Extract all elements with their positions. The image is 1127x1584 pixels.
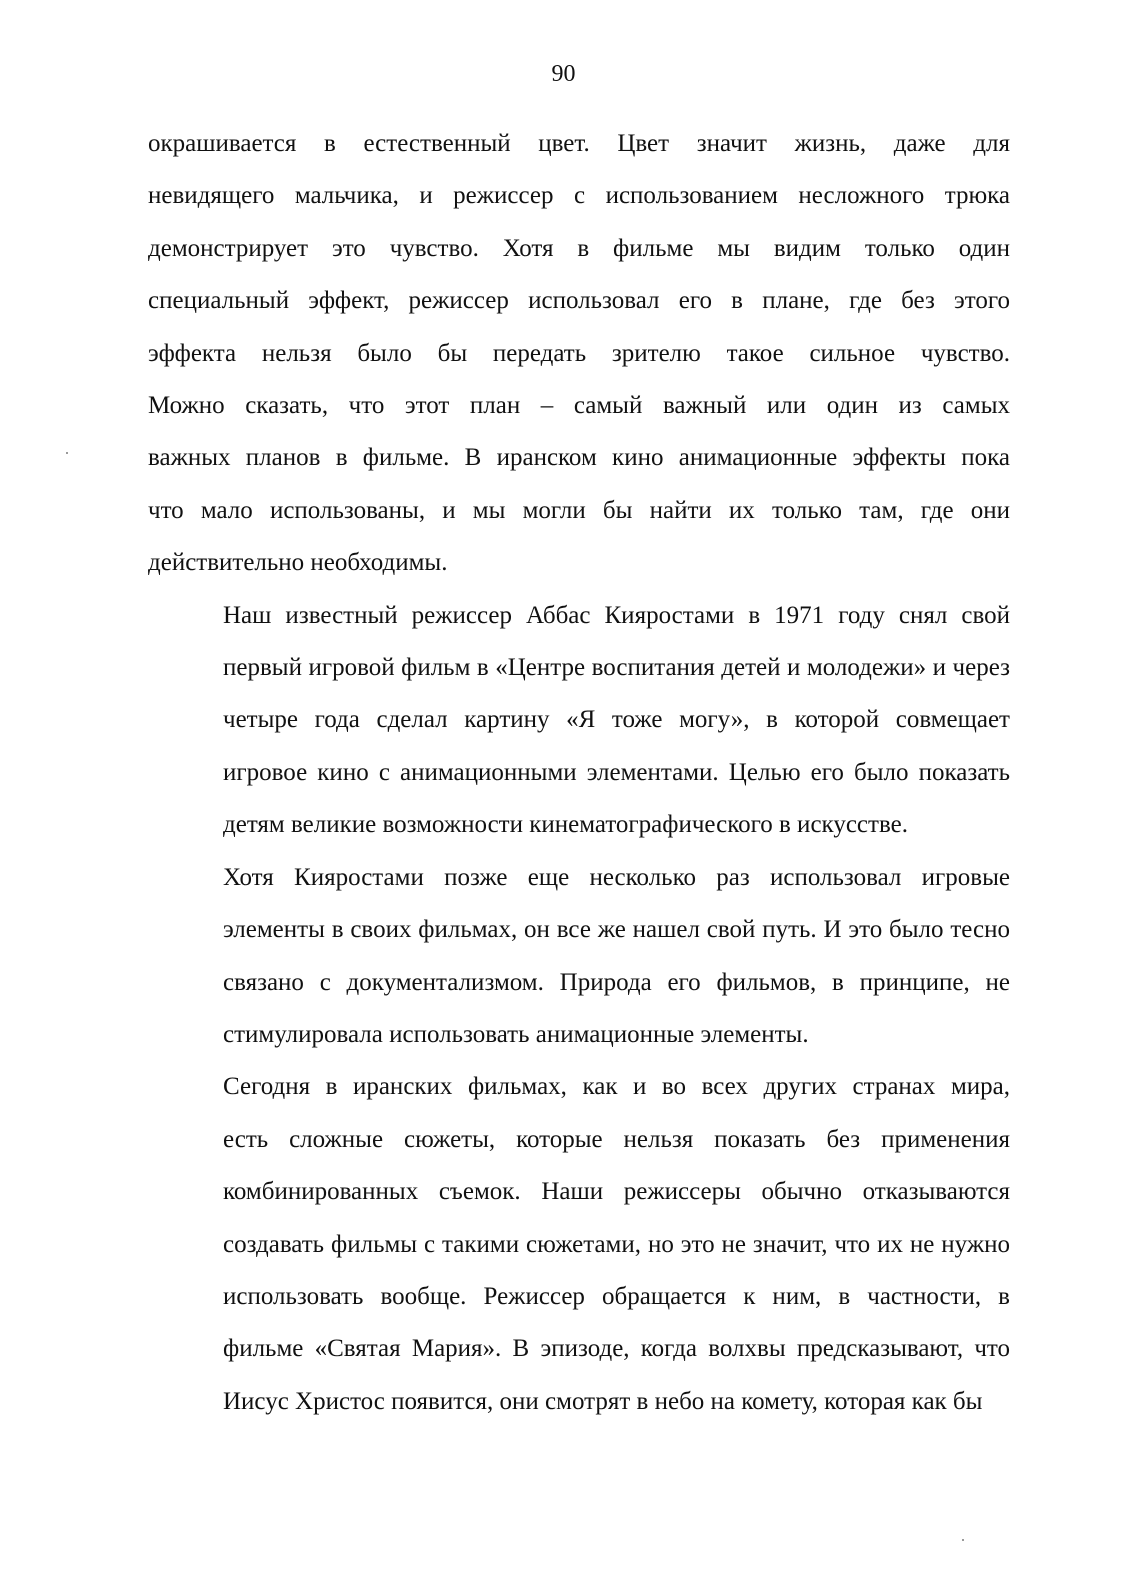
text-line: игровое кино с анимационными элементами. Целью его было показать <box>223 758 1010 786</box>
text-line: Можно сказать, что этот план – самый важный или один из самых <box>148 392 1010 420</box>
text-line: стимулировала использовать анимационные элементы. <box>223 1020 809 1048</box>
text-line: Сегодня в иранских фильмах, как и во всех других странах мира, <box>223 1073 1010 1101</box>
text-line: элементы в своих фильмах, он все же нашел свой путь. И это было тесно <box>223 916 1010 944</box>
text-line: эффекта нельзя было бы передать зрителю такое сильное чувство. <box>148 339 1010 367</box>
body-text <box>148 118 1010 1428</box>
text-line: демонстрирует это чувство. Хотя в фильме мы видим только один <box>148 234 1010 262</box>
text-line: использовать вообще. Режиссер обращается к ним, в частности, в <box>223 1282 1010 1310</box>
text-line: что мало использованы, и мы могли бы найти их только там, где они <box>148 496 1010 524</box>
text-line: есть сложные сюжеты, которые нельзя показать без применения <box>223 1125 1010 1153</box>
text-line: Наш известный режиссер Аббас Кияростами в 1971 году снял свой <box>223 601 1010 629</box>
scan-speck <box>962 1539 964 1541</box>
paragraph <box>148 590 1010 852</box>
text-line: комбинированных съемок. Наши режиссеры обычно отказываются <box>223 1178 1010 1206</box>
text-line: Иисус Христос появится, они смотрят в небо на комету, которая как бы <box>223 1387 983 1415</box>
page-number: 90 <box>551 61 576 87</box>
text-line: действительно необходимы. <box>148 549 448 577</box>
text-line: Хотя Кияростами позже еще несколько раз использовал игровые <box>223 863 1010 891</box>
text-line: создавать фильмы с такими сюжетами, но это не значит, что их не нужно <box>223 1230 1010 1258</box>
paragraph <box>148 118 1010 590</box>
text-line: фильме «Святая Мария». В эпизоде, когда волхвы предсказывают, что <box>223 1335 1010 1363</box>
text-line: четыре года сделал картину «Я тоже могу», в которой совмещает <box>223 706 1010 734</box>
paragraph <box>148 852 1010 1062</box>
text-line: важных планов в фильме. В иранском кино анимационные эффекты пока <box>148 444 1010 472</box>
text-line: окрашивается в естественный цвет. Цвет значит жизнь, даже для <box>148 130 1010 157</box>
text-line: невидящего мальчика, и режиссер с использованием несложного трюка <box>148 182 1010 210</box>
paragraph <box>148 1061 1010 1428</box>
text-line: связано с документализмом. Природа его фильмов, в принципе, не <box>223 968 1010 996</box>
text-line: детям великие возможности кинематографического в искусстве. <box>223 811 908 839</box>
text-line: специальный эффект, режиссер использовал его в плане, где без этого <box>148 287 1010 315</box>
text-line: первый игровой фильм в «Центре воспитания детей и молодежи» и через <box>223 654 1010 682</box>
scan-speck <box>66 452 68 454</box>
